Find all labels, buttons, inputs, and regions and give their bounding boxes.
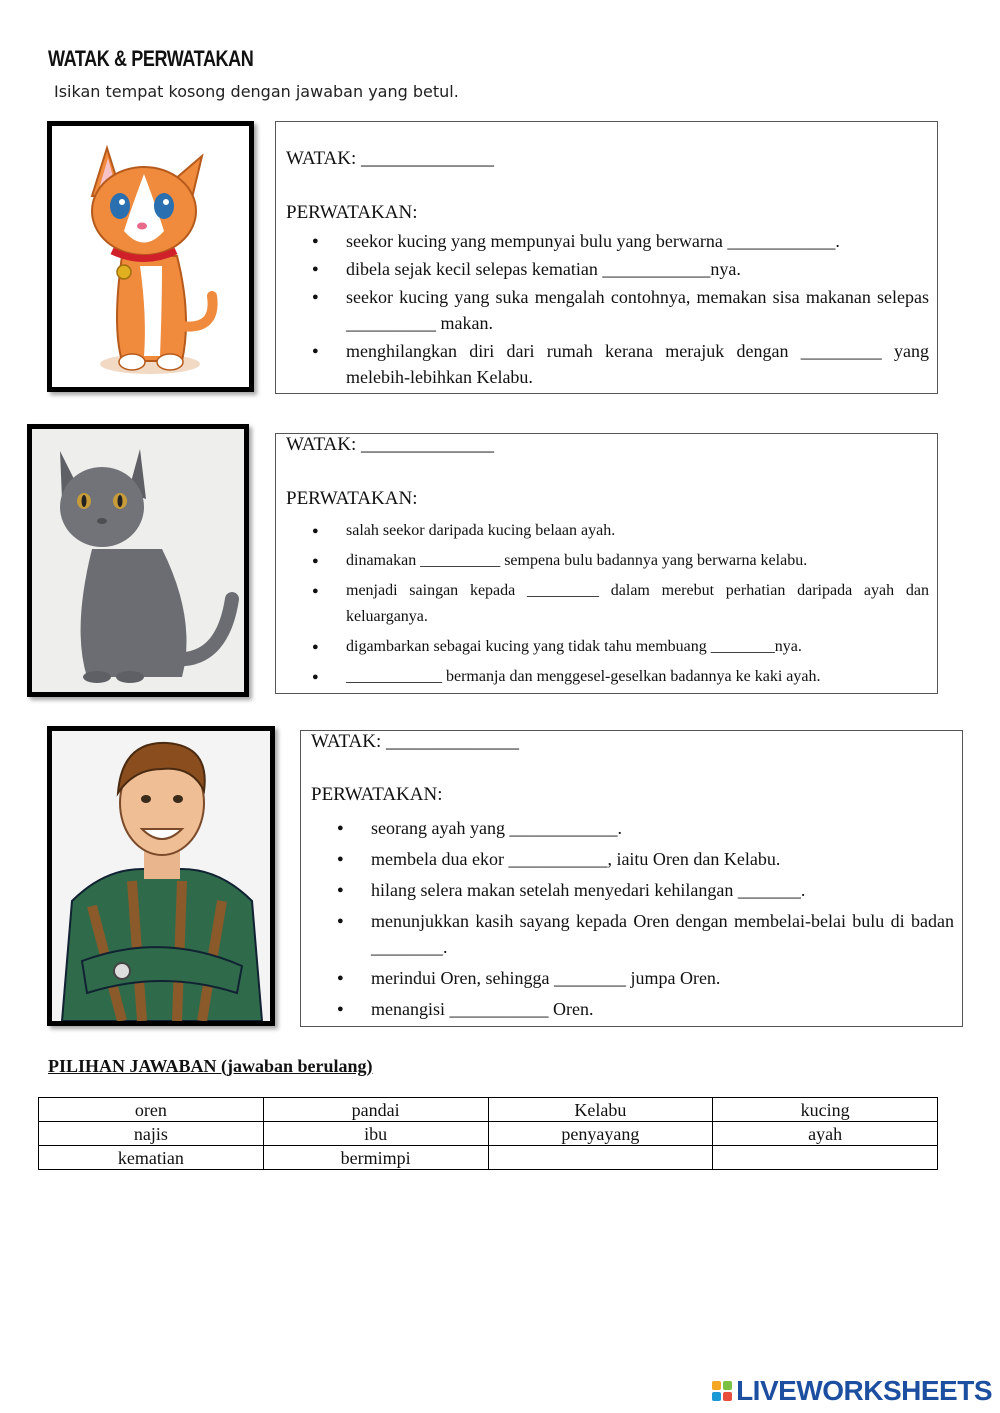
answer-cell: oren [39,1098,264,1122]
watak-blank[interactable]: : ______________ [350,434,495,455]
list-item[interactable]: ● seekor kucing yang suka mengalah contohnya, memakan sisa makanan selepas __________ makan. [286,284,929,336]
trait-list [311,815,954,1027]
list-item[interactable]: ● membela dua ekor ___________, iaitu Oren dan Kelabu. [311,846,954,872]
list-item[interactable]: ● dibela sejak kecil selepas kematian ____________nya. [286,256,929,282]
instruction-text: Isikan tempat kosong dengan jawaban yang betul. [54,82,459,101]
perwatakan-label: PERWATAKAN [311,784,438,805]
watak-label: WATAK [311,731,376,752]
answer-cell: kucing [713,1098,938,1122]
watak-line [286,148,494,170]
watak-label: WATAK [286,148,351,169]
answer-cell: bermimpi [263,1146,488,1170]
list-item[interactable]: ● menangisi ___________ Oren. [311,996,954,1022]
answer-choices-table [38,1097,938,1170]
answer-cell [488,1146,713,1170]
watak-label: WATAK [286,434,351,455]
perwatakan-line: PERWATAKAN: [311,784,443,805]
answer-cell: ayah [713,1122,938,1146]
answer-cell: kematian [39,1146,264,1170]
list-item[interactable]: ● seorang ayah yang ____________. [311,815,954,841]
list-item[interactable]: ● hilang selera makan setelah menyedari kehilangan _______. [311,877,954,903]
trait-list [286,518,929,694]
character-box-2 [275,433,938,694]
character-box-1 [275,121,938,394]
table-row [39,1122,938,1146]
trait-list [286,228,929,392]
liveworksheets-icon [712,1381,732,1401]
list-item[interactable]: ● merindui Oren, sehingga ________ jumpa Oren. [311,965,954,991]
watak-line [286,434,494,456]
table-row [39,1146,938,1170]
grey-cat-photo [32,429,244,692]
list-item[interactable]: ● menjadi saingan kepada _________ dalam merebut perhatian daripada ayah dan keluarganya. [286,578,929,630]
father-picture [47,726,275,1026]
perwatakan-line: PERWATAKAN: [286,202,418,223]
brand-text: LIVEWORKSHEETS [736,1375,992,1406]
list-item[interactable]: ● seekor kucing yang mempunyai bulu yang berwarna ____________. [286,228,929,254]
list-item[interactable]: ● menghilangkan diri dari rumah kerana merajuk dengan _________ yang melebih-lebihkan Kelabu. [286,338,929,390]
father-illustration [52,731,270,1021]
answer-cell: penyayang [488,1122,713,1146]
watak-blank[interactable]: : ______________ [375,731,520,752]
watak-blank[interactable]: : ______________ [350,148,495,169]
character-box-3 [300,730,963,1027]
orange-cat-picture [47,121,254,392]
list-item[interactable]: ● ____________ bermanja dan menggesel-geselkan badannya ke kaki ayah. [286,664,929,690]
list-item[interactable]: ● dinamakan __________ sempena bulu badannya yang berwarna kelabu. [286,548,929,574]
answer-cell: pandai [263,1098,488,1122]
perwatakan-line: PERWATAKAN: [286,488,418,509]
table-row [39,1098,938,1122]
liveworksheets-logo[interactable] [712,1375,992,1407]
page-title: WATAK & PERWATAKAN [48,46,254,71]
answer-choices-title: PILIHAN JAWABAN (jawaban berulang) [48,1056,373,1076]
perwatakan-label: PERWATAKAN [286,202,413,223]
orange-cat-illustration [52,126,249,387]
list-item[interactable]: ● digambarkan sebagai kucing yang tidak tahu membuang ________nya. [286,634,929,660]
answer-cell: najis [39,1122,264,1146]
list-item[interactable]: ● salah seekor daripada kucing belaan ayah. [286,518,929,544]
answer-cell: Kelabu [488,1098,713,1122]
answer-cell [713,1146,938,1170]
list-item[interactable]: ● menunjukkan kasih sayang kepada Oren dengan membelai-belai bulu di badan ________. [311,908,954,960]
grey-cat-picture [27,424,249,697]
answer-cell: ibu [263,1122,488,1146]
watak-line [311,731,519,753]
perwatakan-label: PERWATAKAN [286,488,413,509]
